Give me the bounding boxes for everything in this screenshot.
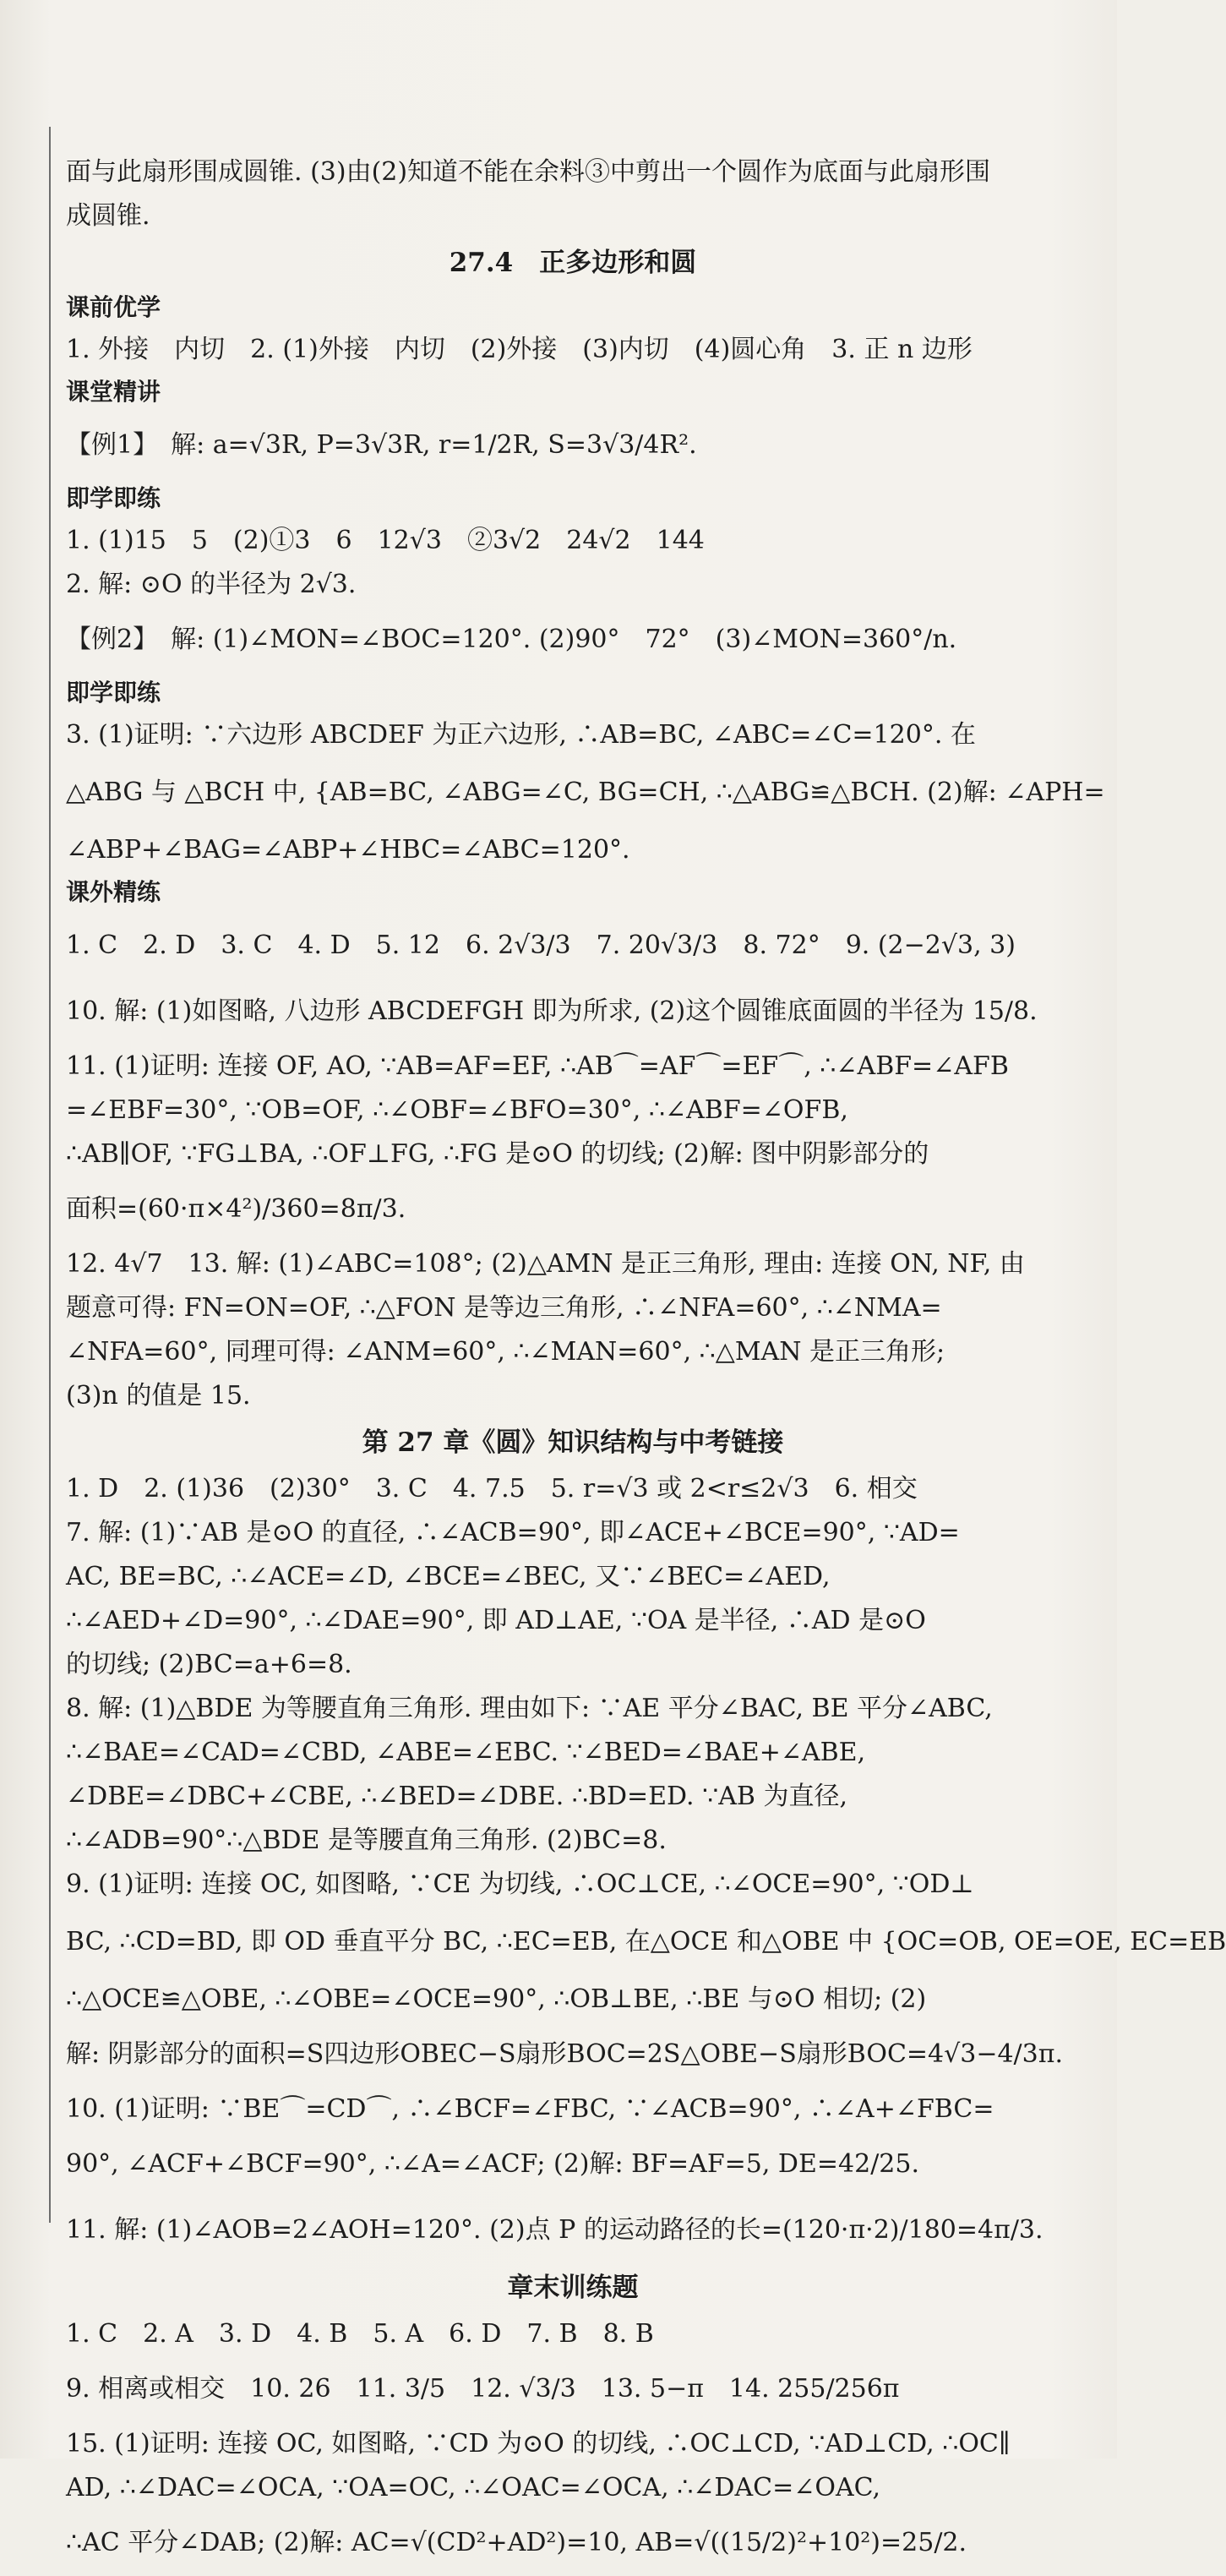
section-title: 第 27 章《圆》知识结构与中考链接: [362, 1427, 784, 1458]
text-line: 11. 解: (1)∠AOB=2∠AOH=120°. (2)点 P 的运动路径的长=(120·π·2)/180=4π/3.: [66, 2215, 1043, 2245]
text-line: ∴△OCE≌△OBE, ∴∠OBE=∠OCE=90°, ∴OB⊥BE, ∴BE 与⊙O 相切; (2): [66, 1984, 927, 2014]
text-line: ∠DBE=∠DBC+∠CBE, ∴∠BED=∠DBE. ∴BD=ED. ∵AB 为直径,: [66, 1782, 847, 1811]
text-line: ∴∠AED+∠D=90°, ∴∠DAE=90°, 即 AD⊥AE, ∵OA 是半径, ∴AD 是⊙O: [66, 1606, 926, 1635]
text-line: 1. C 2. D 3. C 4. D 5. 12 6. 2√3/3 7. 20√3/3 8. 72° 9. (2−2√3, 3): [66, 931, 1016, 960]
subsection-heading: 课前优学: [66, 293, 161, 321]
text-line: ∴∠BAE=∠CAD=∠CBD, ∠ABE=∠EBC. ∵∠BED=∠BAE+∠ABE,: [66, 1738, 866, 1767]
text-line: 10. 解: (1)如图略, 八边形 ABCDEFGH 即为所求, (2)这个圆锥底面圆的半径为 15/8.: [66, 996, 1038, 1026]
answer-lines: [66, 150, 1226, 2576]
section-title: 27.4 正多边形和圆: [449, 248, 697, 278]
subsection-heading: 课堂精讲: [66, 378, 161, 406]
text-line: 解: 阴影部分的面积=S四边形OBEC−S扇形BOC=2S△OBE−S扇形BOC=4√3−4/3π.: [66, 2039, 1063, 2069]
text-line: AC, BE=BC, ∴∠ACE=∠D, ∠BCE=∠BEC, 又∵∠BEC=∠AED,: [66, 1562, 831, 1591]
text-line: 题意可得: FN=ON=OF, ∴△FON 是等边三角形, ∴∠NFA=60°, ∴∠NMA=: [66, 1293, 942, 1323]
text-line: 【例2】 解: (1)∠MON=∠BOC=120°. (2)90° 72° (3)∠MON=360°/n.: [66, 625, 957, 654]
text-line: 9. 相离或相交 10. 26 11. 3/5 12. √3/3 13. 5−π 14. 255/256π: [66, 2374, 900, 2404]
text-line: ∴∠ADB=90°∴△BDE 是等腰直角三角形. (2)BC=8.: [66, 1826, 667, 1855]
text-line: ∴AB∥OF, ∵FG⊥BA, ∴OF⊥FG, ∴FG 是⊙O 的切线; (2)解: 图中阴影部分的: [66, 1139, 929, 1169]
text-line: ∠NFA=60°, 同理可得: ∠ANM=60°, ∴∠MAN=60°, ∴△MAN 是正三角形;: [66, 1337, 945, 1367]
text-line: 90°, ∠ACF+∠BCF=90°, ∴∠A=∠ACF; (2)解: BF=AF=5, DE=42/25.: [66, 2149, 920, 2179]
text-line: 的切线; (2)BC=a+6=8.: [66, 1650, 352, 1679]
text-line: 1. 外接 内切 2. (1)外接 内切 (2)外接 (3)内切 (4)圆心角 3. 正 n 边形: [66, 335, 973, 364]
text-line: BC, ∴CD=BD, 即 OD 垂直平分 BC, ∴EC=EB, 在△OCE 和△OBE 中 {OC=OB, OE=OE, EC=EB: [66, 1927, 1226, 1957]
text-line: AD, ∴∠DAC=∠OCA, ∵OA=OC, ∴∠OAC=∠OCA, ∴∠DAC=∠OAC,: [66, 2473, 881, 2502]
text-line: 3. (1)证明: ∵六边形 ABCDEF 为正六边形, ∴AB=BC, ∠ABC=∠C=120°. 在: [66, 720, 976, 750]
text-line: 15. (1)证明: 连接 OC, 如图略, ∵CD 为⊙O 的切线, ∴OC⊥CD, ∵AD⊥CD, ∴OC∥: [66, 2429, 1011, 2459]
text-line: 8. 解: (1)△BDE 为等腰直角三角形. 理由如下: ∵AE 平分∠BAC, BE 平分∠ABC,: [66, 1694, 993, 1723]
text-line: 【例1】 解: a=√3R, P=3√3R, r=1/2R, S=3√3/4R².: [66, 430, 697, 460]
margin-rule: [49, 127, 51, 2223]
text-line: 10. (1)证明: ∵BE⌒=CD⌒, ∴∠BCF=∠FBC, ∵∠ACB=90°, ∴∠A+∠FBC=: [66, 2094, 994, 2124]
text-line: 9. (1)证明: 连接 OC, 如图略, ∵CE 为切线, ∴OC⊥CE, ∴∠OCE=90°, ∵OD⊥: [66, 1869, 974, 1899]
text-line: △ABG 与 △BCH 中, {AB=BC, ∠ABG=∠C, BG=CH, ∴△ABG≌△BCH. (2)解: ∠APH=: [66, 778, 1105, 807]
text-line: 12. 4√7 13. 解: (1)∠ABC=108°; (2)△AMN 是正三角形, 理由: 连接 ON, NF, 由: [66, 1249, 1025, 1279]
text-line: 11. (1)证明: 连接 OF, AO, ∵AB=AF=EF, ∴AB⌒=AF⌒=EF⌒, ∴∠ABF=∠AFB: [66, 1051, 1009, 1081]
text-line: =∠EBF=30°, ∵OB=OF, ∴∠OBF=∠BFO=30°, ∴∠ABF=∠OFB,: [66, 1095, 848, 1125]
text-line: ∠ABP+∠BAG=∠ABP+∠HBC=∠ABC=120°.: [66, 835, 630, 865]
subsection-heading: 课外精练: [66, 878, 161, 906]
text-line: 7. 解: (1)∵AB 是⊙O 的直径, ∴∠ACB=90°, 即∠ACE+∠BCE=90°, ∵AD=: [66, 1518, 960, 1547]
subsection-heading: 即学即练: [66, 484, 161, 512]
subsection-heading: 即学即练: [66, 679, 161, 707]
text-line: 面与此扇形围成圆锥. (3)由(2)知道不能在余料③中剪出一个圆作为底面与此扇形围: [66, 157, 991, 187]
section-title: 章末训练题: [507, 2273, 639, 2303]
text-line: (3)n 的值是 15.: [66, 1381, 251, 1411]
text-line: 成圆锥.: [66, 201, 150, 231]
text-line: 2. 解: ⊙O 的半径为 2√3.: [66, 570, 357, 599]
text-line: 1. C 2. A 3. D 4. B 5. A 6. D 7. B 8. B: [66, 2319, 654, 2349]
text-line: 1. (1)15 5 (2)①3 6 12√3 ②3√2 24√2 144: [66, 526, 705, 555]
text-line: ∴AC 平分∠DAB; (2)解: AC=√(CD²+AD²)=10, AB=√((15/2)²+10²)=25/2.: [66, 2528, 967, 2557]
answer-content: [66, 150, 1226, 2576]
text-line: 1. D 2. (1)36 (2)30° 3. C 4. 7.5 5. r=√3 或 2<r≤2√3 6. 相交: [66, 1474, 918, 1504]
text-line: 面积=(60·π×4²)/360=8π/3.: [66, 1194, 406, 1224]
